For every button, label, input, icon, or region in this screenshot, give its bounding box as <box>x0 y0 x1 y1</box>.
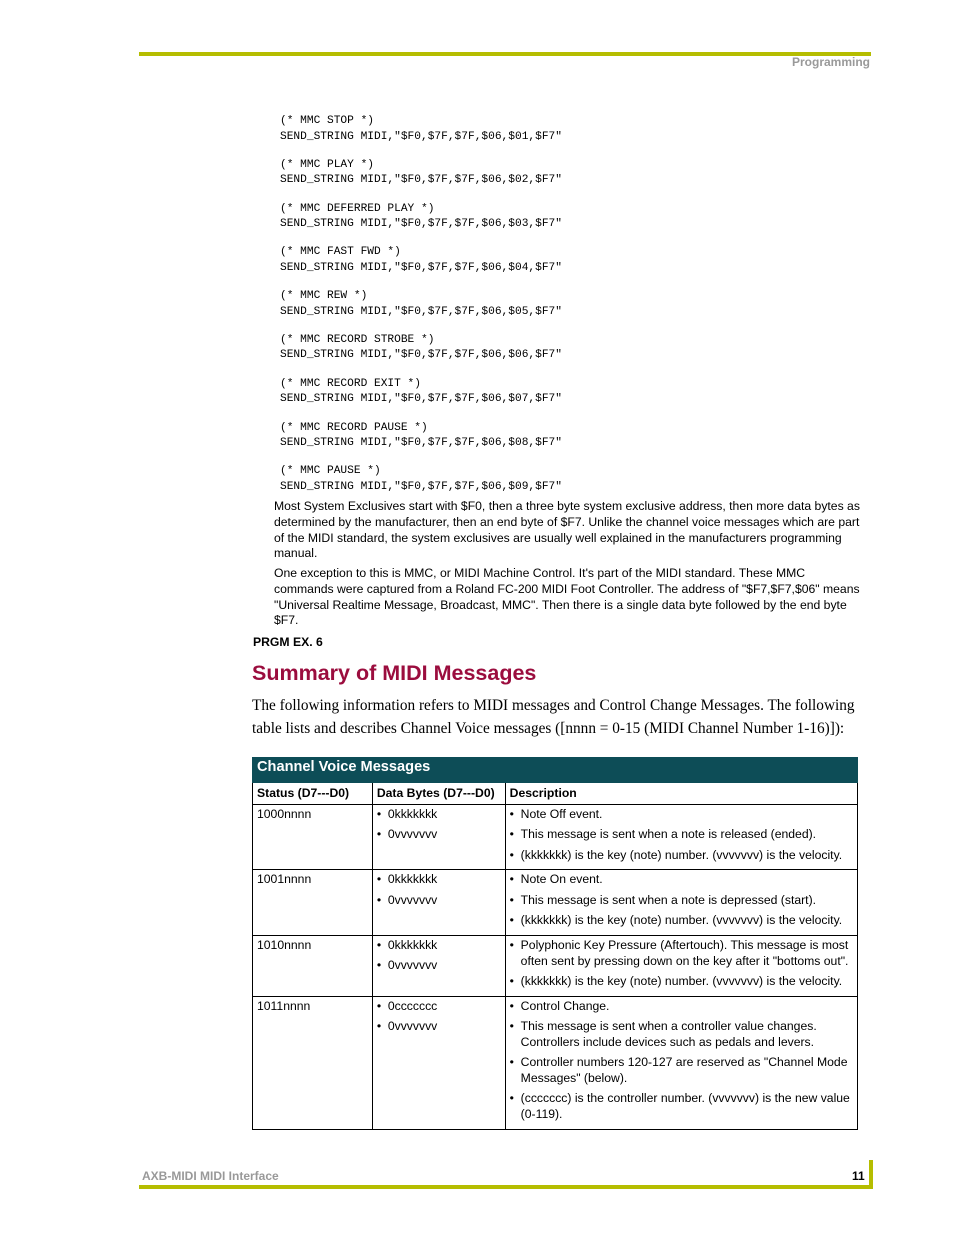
data-byte-item: • 0vvvvvvv <box>377 893 501 909</box>
column-header-description: Description <box>505 783 857 805</box>
status-cell: 1010nnnn <box>253 935 373 996</box>
description-item: • (kkkkkkk) is the key (note) number. (vvvvvvv) is the velocity. <box>510 974 853 990</box>
code-command: SEND_STRING MIDI,"$F0,$7F,$7F,$06,$01,$F7" <box>280 130 562 143</box>
description-cell <box>505 935 857 996</box>
code-comment: (* MMC RECORD STROBE *) <box>280 333 435 346</box>
code-entry <box>280 333 840 377</box>
code-example <box>280 114 840 508</box>
code-command: SEND_STRING MIDI,"$F0,$7F,$7F,$06,$06,$F7" <box>280 349 562 362</box>
code-command: SEND_STRING MIDI,"$F0,$7F,$7F,$06,$02,$F7" <box>280 174 562 187</box>
code-command: SEND_STRING MIDI,"$F0,$7F,$7F,$06,$07,$F7" <box>280 393 562 406</box>
code-comment: (* MMC RECORD PAUSE *) <box>280 421 428 434</box>
status-cell: 1011nnnn <box>253 996 373 1129</box>
code-entry <box>280 377 840 421</box>
description-cell <box>505 996 857 1129</box>
code-comment: (* MMC FAST FWD *) <box>280 246 401 259</box>
data-byte-item: • 0vvvvvvv <box>377 958 501 974</box>
code-comment: (* MMC PAUSE *) <box>280 465 381 478</box>
data-byte-item: • 0vvvvvvv <box>377 1019 501 1035</box>
description-item: • (ccccccc) is the controller number. (vvvvvvv) is the new value (0-119). <box>510 1091 853 1123</box>
code-entry <box>280 202 840 246</box>
code-entry <box>280 289 840 333</box>
data-bytes-cell <box>372 935 505 996</box>
data-byte-item: • 0vvvvvvv <box>377 827 501 843</box>
code-comment: (* MMC DEFERRED PLAY *) <box>280 202 435 215</box>
column-header-status: Status (D7---D0) <box>253 783 373 805</box>
status-cell: 1000nnnn <box>253 805 373 870</box>
footer-rule <box>139 1185 873 1189</box>
description-item: • Controller numbers 120-127 are reserved as "Channel Mode Messages" (below). <box>510 1055 853 1087</box>
mmc-paragraph: One exception to this is MMC, or MIDI Machine Control. It's part of the MIDI standard. These MMC commands were captured from a Roland FC-200 MIDI Foot Controller. The address of "$F7,$F7,$06" means "Universal Realtime Message, Broadcast, MMC". Then there is a single data byte followed by the end byte $F7. <box>274 566 860 628</box>
column-header-data-bytes: Data Bytes (D7---D0) <box>372 783 505 805</box>
code-entry <box>280 421 840 465</box>
data-bytes-cell <box>372 805 505 870</box>
code-comment: (* MMC STOP *) <box>280 115 374 127</box>
data-byte-item: • 0kkkkkkk <box>377 807 501 823</box>
footer-document-title: AXB-MIDI MIDI Interface <box>142 1169 279 1183</box>
header-section-label: Programming <box>791 55 870 69</box>
section-heading: Summary of MIDI Messages <box>252 661 537 685</box>
description-item: • Note On event. <box>510 872 853 888</box>
header-rule <box>139 52 871 56</box>
code-command: SEND_STRING MIDI,"$F0,$7F,$7F,$06,$05,$F7" <box>280 305 562 318</box>
description-item: • This message is sent when a controller value changes. Controllers include devices such as pedals and levers. <box>510 1019 853 1051</box>
data-byte-item: • 0kkkkkkk <box>377 938 501 954</box>
description-item: • This message is sent when a note is depressed (start). <box>510 893 853 909</box>
page-number: 11 <box>852 1169 865 1183</box>
code-command: SEND_STRING MIDI,"$F0,$7F,$7F,$06,$04,$F7" <box>280 261 562 274</box>
table-title: Channel Voice Messages <box>253 758 858 783</box>
table-row <box>253 870 858 935</box>
description-item: • Note Off event. <box>510 807 853 823</box>
code-command: SEND_STRING MIDI,"$F0,$7F,$7F,$06,$09,$F7" <box>280 480 562 493</box>
description-item: • This message is sent when a note is released (ended). <box>510 827 853 843</box>
description-item: • Control Change. <box>510 999 853 1015</box>
table-row <box>253 805 858 870</box>
channel-voice-table <box>252 757 858 1130</box>
code-entry <box>280 114 840 158</box>
sysex-paragraph: Most System Exclusives start with $F0, then a three byte system exclusive address, then more data bytes as determined by the manufacturer, then an end byte of $F7. Unlike the channel voice messages which are part of the MIDI standard, the system exclusives are usually well explained in the manufacturers programming manual. <box>274 499 860 561</box>
data-byte-item: • 0ccccccc <box>377 999 501 1015</box>
table-row <box>253 996 858 1129</box>
example-label: PRGM EX. 6 <box>253 635 323 649</box>
code-entry <box>280 158 840 202</box>
description-item: • (kkkkkkk) is the key (note) number. (vvvvvvv) is the velocity. <box>510 848 853 864</box>
description-item: • Polyphonic Key Pressure (Aftertouch). This message is most often sent by pressing down on the key after it "bottoms out". <box>510 938 853 970</box>
code-comment: (* MMC RECORD EXIT *) <box>280 377 421 390</box>
data-bytes-cell <box>372 996 505 1129</box>
data-byte-item: • 0kkkkkkk <box>377 872 501 888</box>
code-comment: (* MMC REW *) <box>280 290 368 303</box>
code-entry <box>280 245 840 289</box>
intro-paragraph: The following information refers to MIDI messages and Control Change Messages. The following table lists and describes Channel Voice messages ([nnnn = 0-15 (MIDI Channel Number 1-16)]): <box>252 697 855 737</box>
description-cell <box>505 805 857 870</box>
description-item: • (kkkkkkk) is the key (note) number. (vvvvvvv) is the velocity. <box>510 913 853 929</box>
description-cell <box>505 870 857 935</box>
data-bytes-cell <box>372 870 505 935</box>
code-comment: (* MMC PLAY *) <box>280 158 374 171</box>
code-command: SEND_STRING MIDI,"$F0,$7F,$7F,$06,$03,$F7" <box>280 218 562 231</box>
footer-page-tab <box>869 1160 873 1189</box>
status-cell: 1001nnnn <box>253 870 373 935</box>
code-command: SEND_STRING MIDI,"$F0,$7F,$7F,$06,$08,$F7" <box>280 437 562 450</box>
table-row <box>253 935 858 996</box>
